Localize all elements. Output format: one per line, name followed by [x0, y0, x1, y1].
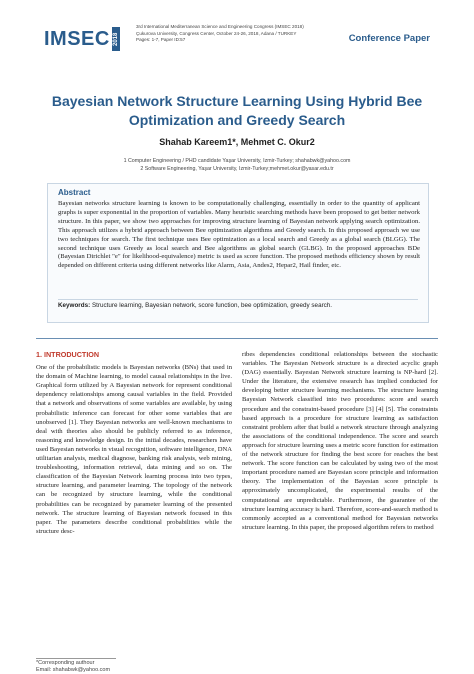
footnote	[36, 660, 110, 674]
logo-text: IMSEC	[44, 27, 110, 50]
conference-info-line: 3rd International Mediterranean Science and Engineering Congress (IMSEC 2018)	[136, 24, 304, 29]
paper-title-line: Bayesian Network Structure Learning Using Hybrid Bee	[51, 93, 423, 109]
affiliations	[40, 157, 434, 173]
abstract-box	[47, 183, 429, 323]
intro-paragraph-right: ribes dependencies conditional relationships between the stochastic variables. The Bayesian Network structure is a directed acyclic graph (DAG) essentially. Bayesian Network structure learning is NP-hard [2]. Under the literature, the extensive research has implied conducted for developing better structure learning mechanisms. The structure learning Bayesian Network classified into two procedures: score and search procedure and the constraint-based procedure [3] [4] [5]. The constraints based approach is a procedure for structure learning as satisfaction constraint problem after that build a network structure through analyzing the associations of the conditional independence. The score and search approach for structure learning uses a metric score function for estimation of the network structure for finding the best score for reaches the best network. The score function can be calculated by using two of the most important procedure named are Bayesian score principle and information theory. The implementation of the Bayesian score principle is approximately uncomplicated, the experimental results of the computational are unpredictable. Furthermore, the guarantee of the structure learning accuracy is hard. Therefore, score-and-search method is commonly accepted as a conventional method for Bayesian networks structure learning. In this paper, the proposed algorithm refers to method	[242, 351, 438, 531]
abstract-heading: Abstract	[58, 188, 91, 197]
affiliation-line: 2 Software Engineering, Yaşar University, Izmir-Turkey;mehmet.okur@yasar.edu.tr	[140, 166, 334, 172]
conference-logo	[44, 27, 120, 51]
section-heading: 1. INTRODUCTION	[36, 350, 100, 359]
conference-info-line: Çukurova University, Congress Center, October 24-26, 2018, Adana / TURKEY	[136, 30, 297, 36]
abstract-divider	[58, 299, 418, 300]
paper-title-line: Optimization and Greedy Search	[128, 112, 346, 128]
logo-year: 2018	[112, 27, 120, 51]
footnote-divider	[36, 658, 116, 659]
affiliation-line: 1 Computer Engineering / PHD candidate Yaşar University, Izmir-Turkey; shahabwk@yahoo.com	[123, 158, 351, 164]
paper-type-label: Conference Paper	[348, 33, 430, 44]
keywords	[58, 302, 420, 310]
conference-info-line: Pages: 1-7, Paper ID:57	[136, 37, 186, 42]
authors: Shahab Kareem1*, Mehmet C. Okur2	[159, 137, 315, 147]
conference-info	[136, 24, 336, 44]
paper-title	[40, 92, 434, 130]
intro-paragraph-left: One of the probabilistic models is Bayesian networks (BNs) that used in the domain of Machine learning, to model causal relationships in the live. Graphical form utilized by A Bayesian network for represent conditional dependency relationships among causal variables in the field. Provided that a network and observations of some variables are available, by using probabilistic inference can forecast for other some variables that are unobserved [1]. They Bayesian networks are well-known mechanisms to deal with theories also should be publicly referred to as inference, reasoning and knowledge design. In the initial decades, researchers have used Bayesian networks in visual recognition, software intelligence, DNA utilitarian analysis, medical diagnose, banking risk analysis, web mining, troubleshooting, information retrieval, data mining and so on. The classification of the Bayesian Network learning process into two types, structure learning, and parameter learning. The topology of the network can be recognized by structure learning, while the conditional probabilities can be recognized by parameter learning of the presented network. The structure learning of Bayesian network focused in this paper. The parameters describe conditional probabilities while the structure desc-	[36, 364, 232, 535]
keywords-text: Structure learning, Bayesian network, score function, bee optimization, greedy search.	[90, 302, 333, 309]
abstract-text: Bayesian networks structure learning is known to be computationally challenging, essentially in order to the quantity of applicant graphs is super exponential in the proportion of variables. Many heuristic searching methods have been proposed to get better network structure. In this paper, we show two approaches for improving structure learning of Bayesian network applying search optimization. This approach utilizes a hybrid approach between Bee optimization algorithms and Greedy search. In this proposed approach we use two techniques for search. The first technique uses Bee optimization as a local search and Greedy as a global search (BLGG). The second technique uses Greedy as local search and Bee algorithms as global search (GLBG). In the proposed approaches BDe (Bayesian Dirichlet "e" for likelihood-equivalence) metric is used as score function. The proposed methods efficiency shown by result depended on different criteria using different networks like Alarm, Asia, Andes2, Hepar2, Hail finder, etc.	[58, 200, 420, 270]
keywords-label: Keywords:	[58, 302, 91, 309]
footnote-email: Email: shahabwk@yahoo.com	[36, 667, 111, 673]
right-column	[242, 350, 438, 532]
left-column	[36, 350, 232, 536]
footnote-line: *Corresponding authour	[36, 660, 95, 666]
section-divider	[36, 338, 438, 339]
